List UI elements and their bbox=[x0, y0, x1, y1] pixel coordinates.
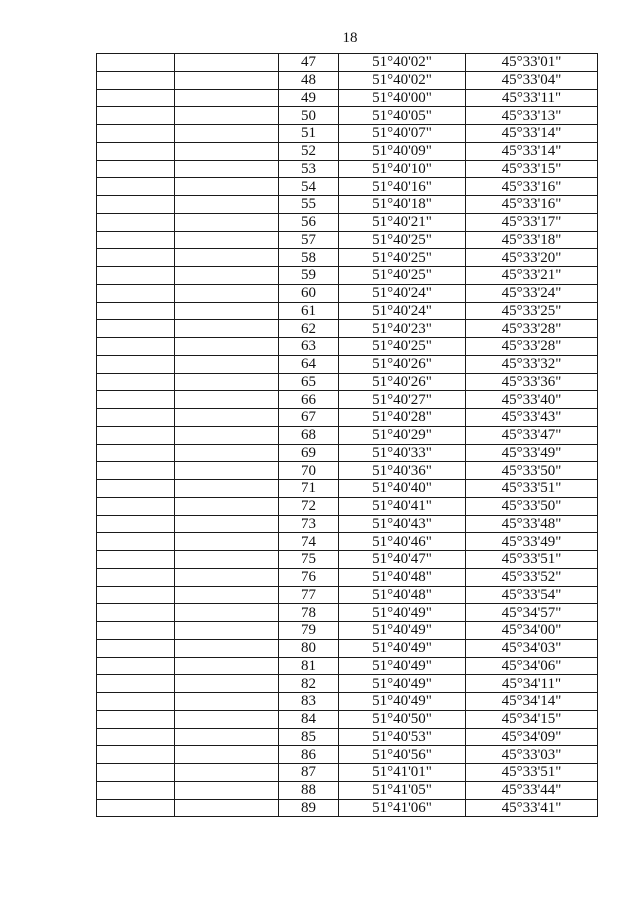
empty-cell bbox=[175, 533, 279, 551]
empty-cell bbox=[175, 231, 279, 249]
empty-cell bbox=[97, 728, 175, 746]
point-number-cell: 51 bbox=[279, 125, 339, 143]
latitude-cell: 51°40'25" bbox=[339, 267, 466, 285]
page-number: 18 bbox=[342, 30, 358, 46]
empty-cell bbox=[175, 284, 279, 302]
longitude-cell: 45°34'06" bbox=[466, 657, 598, 675]
latitude-cell: 51°40'25" bbox=[339, 249, 466, 267]
latitude-cell: 51°40'41" bbox=[339, 497, 466, 515]
empty-cell bbox=[97, 657, 175, 675]
longitude-cell: 45°34'03" bbox=[466, 639, 598, 657]
point-number-cell: 66 bbox=[279, 391, 339, 409]
point-number-cell: 82 bbox=[279, 675, 339, 693]
latitude-cell: 51°40'21" bbox=[339, 213, 466, 231]
table-row bbox=[97, 284, 598, 302]
latitude-cell: 51°40'00" bbox=[339, 89, 466, 107]
table-row bbox=[97, 604, 598, 622]
latitude-cell: 51°40'46" bbox=[339, 533, 466, 551]
empty-cell bbox=[97, 693, 175, 711]
empty-cell bbox=[97, 142, 175, 160]
table-row bbox=[97, 213, 598, 231]
latitude-cell: 51°40'29" bbox=[339, 426, 466, 444]
empty-cell bbox=[97, 213, 175, 231]
empty-cell bbox=[175, 107, 279, 125]
point-number-cell: 69 bbox=[279, 444, 339, 462]
point-number-cell: 62 bbox=[279, 320, 339, 338]
empty-cell bbox=[175, 799, 279, 817]
latitude-cell: 51°40'25" bbox=[339, 338, 466, 356]
empty-cell bbox=[175, 409, 279, 427]
point-number-cell: 89 bbox=[279, 799, 339, 817]
point-number-cell: 88 bbox=[279, 781, 339, 799]
table-row bbox=[97, 373, 598, 391]
empty-cell bbox=[175, 622, 279, 640]
empty-cell bbox=[175, 320, 279, 338]
empty-cell bbox=[97, 462, 175, 480]
empty-cell bbox=[97, 480, 175, 498]
longitude-cell: 45°34'14" bbox=[466, 693, 598, 711]
longitude-cell: 45°33'14" bbox=[466, 142, 598, 160]
longitude-cell: 45°34'15" bbox=[466, 710, 598, 728]
empty-cell bbox=[97, 781, 175, 799]
coordinates-table bbox=[96, 53, 598, 817]
table-row bbox=[97, 71, 598, 89]
empty-cell bbox=[175, 444, 279, 462]
empty-cell bbox=[175, 728, 279, 746]
table-row bbox=[97, 710, 598, 728]
point-number-cell: 70 bbox=[279, 462, 339, 480]
latitude-cell: 51°40'49" bbox=[339, 604, 466, 622]
point-number-cell: 87 bbox=[279, 764, 339, 782]
table-row bbox=[97, 125, 598, 143]
empty-cell bbox=[97, 231, 175, 249]
point-number-cell: 50 bbox=[279, 107, 339, 125]
point-number-cell: 63 bbox=[279, 338, 339, 356]
point-number-cell: 60 bbox=[279, 284, 339, 302]
empty-cell bbox=[97, 515, 175, 533]
point-number-cell: 79 bbox=[279, 622, 339, 640]
longitude-cell: 45°33'01" bbox=[466, 54, 598, 72]
table-row bbox=[97, 568, 598, 586]
empty-cell bbox=[175, 781, 279, 799]
point-number-cell: 75 bbox=[279, 551, 339, 569]
table-row bbox=[97, 391, 598, 409]
empty-cell bbox=[97, 799, 175, 817]
longitude-cell: 45°33'52" bbox=[466, 568, 598, 586]
latitude-cell: 51°40'48" bbox=[339, 586, 466, 604]
empty-cell bbox=[175, 426, 279, 444]
longitude-cell: 45°33'16" bbox=[466, 196, 598, 214]
empty-cell bbox=[175, 249, 279, 267]
table-row bbox=[97, 178, 598, 196]
empty-cell bbox=[97, 426, 175, 444]
empty-cell bbox=[175, 657, 279, 675]
empty-cell bbox=[97, 71, 175, 89]
longitude-cell: 45°33'49" bbox=[466, 444, 598, 462]
empty-cell bbox=[97, 355, 175, 373]
empty-cell bbox=[175, 568, 279, 586]
latitude-cell: 51°40'25" bbox=[339, 231, 466, 249]
point-number-cell: 85 bbox=[279, 728, 339, 746]
table-row bbox=[97, 196, 598, 214]
empty-cell bbox=[97, 444, 175, 462]
longitude-cell: 45°33'03" bbox=[466, 746, 598, 764]
empty-cell bbox=[175, 693, 279, 711]
table-row bbox=[97, 533, 598, 551]
table-row bbox=[97, 781, 598, 799]
point-number-cell: 59 bbox=[279, 267, 339, 285]
longitude-cell: 45°33'15" bbox=[466, 160, 598, 178]
latitude-cell: 51°40'02" bbox=[339, 71, 466, 89]
longitude-cell: 45°33'47" bbox=[466, 426, 598, 444]
latitude-cell: 51°41'06" bbox=[339, 799, 466, 817]
latitude-cell: 51°41'05" bbox=[339, 781, 466, 799]
point-number-cell: 86 bbox=[279, 746, 339, 764]
empty-cell bbox=[175, 373, 279, 391]
longitude-cell: 45°33'11" bbox=[466, 89, 598, 107]
empty-cell bbox=[97, 54, 175, 72]
point-number-cell: 73 bbox=[279, 515, 339, 533]
empty-cell bbox=[97, 604, 175, 622]
empty-cell bbox=[97, 249, 175, 267]
point-number-cell: 84 bbox=[279, 710, 339, 728]
point-number-cell: 74 bbox=[279, 533, 339, 551]
table-row bbox=[97, 639, 598, 657]
point-number-cell: 56 bbox=[279, 213, 339, 231]
longitude-cell: 45°33'18" bbox=[466, 231, 598, 249]
empty-cell bbox=[175, 142, 279, 160]
point-number-cell: 67 bbox=[279, 409, 339, 427]
empty-cell bbox=[97, 125, 175, 143]
longitude-cell: 45°33'41" bbox=[466, 799, 598, 817]
longitude-cell: 45°33'50" bbox=[466, 497, 598, 515]
longitude-cell: 45°33'49" bbox=[466, 533, 598, 551]
longitude-cell: 45°33'17" bbox=[466, 213, 598, 231]
table-row bbox=[97, 107, 598, 125]
point-number-cell: 55 bbox=[279, 196, 339, 214]
empty-cell bbox=[175, 639, 279, 657]
point-number-cell: 76 bbox=[279, 568, 339, 586]
table-row bbox=[97, 480, 598, 498]
table-row bbox=[97, 54, 598, 72]
point-number-cell: 65 bbox=[279, 373, 339, 391]
point-number-cell: 77 bbox=[279, 586, 339, 604]
empty-cell bbox=[97, 568, 175, 586]
point-number-cell: 81 bbox=[279, 657, 339, 675]
latitude-cell: 51°40'23" bbox=[339, 320, 466, 338]
empty-cell bbox=[97, 533, 175, 551]
table-row bbox=[97, 497, 598, 515]
empty-cell bbox=[175, 160, 279, 178]
latitude-cell: 51°40'40" bbox=[339, 480, 466, 498]
latitude-cell: 51°40'05" bbox=[339, 107, 466, 125]
empty-cell bbox=[97, 497, 175, 515]
table-row bbox=[97, 515, 598, 533]
empty-cell bbox=[175, 267, 279, 285]
point-number-cell: 72 bbox=[279, 497, 339, 515]
point-number-cell: 78 bbox=[279, 604, 339, 622]
point-number-cell: 68 bbox=[279, 426, 339, 444]
longitude-cell: 45°33'51" bbox=[466, 764, 598, 782]
longitude-cell: 45°34'11" bbox=[466, 675, 598, 693]
empty-cell bbox=[97, 586, 175, 604]
point-number-cell: 83 bbox=[279, 693, 339, 711]
latitude-cell: 51°40'47" bbox=[339, 551, 466, 569]
longitude-cell: 45°34'09" bbox=[466, 728, 598, 746]
latitude-cell: 51°40'16" bbox=[339, 178, 466, 196]
empty-cell bbox=[97, 622, 175, 640]
longitude-cell: 45°33'36" bbox=[466, 373, 598, 391]
empty-cell bbox=[97, 302, 175, 320]
latitude-cell: 51°40'10" bbox=[339, 160, 466, 178]
empty-cell bbox=[97, 89, 175, 107]
longitude-cell: 45°33'32" bbox=[466, 355, 598, 373]
empty-cell bbox=[97, 338, 175, 356]
longitude-cell: 45°33'44" bbox=[466, 781, 598, 799]
latitude-cell: 51°40'33" bbox=[339, 444, 466, 462]
empty-cell bbox=[97, 320, 175, 338]
point-number-cell: 53 bbox=[279, 160, 339, 178]
empty-cell bbox=[175, 355, 279, 373]
empty-cell bbox=[175, 675, 279, 693]
point-number-cell: 48 bbox=[279, 71, 339, 89]
table-row bbox=[97, 355, 598, 373]
latitude-cell: 51°40'02" bbox=[339, 54, 466, 72]
longitude-cell: 45°34'57" bbox=[466, 604, 598, 622]
table-row bbox=[97, 693, 598, 711]
table-row bbox=[97, 799, 598, 817]
table-row bbox=[97, 728, 598, 746]
latitude-cell: 51°40'43" bbox=[339, 515, 466, 533]
empty-cell bbox=[97, 764, 175, 782]
empty-cell bbox=[97, 178, 175, 196]
table-row bbox=[97, 622, 598, 640]
empty-cell bbox=[175, 604, 279, 622]
point-number-cell: 52 bbox=[279, 142, 339, 160]
table-row bbox=[97, 267, 598, 285]
coordinates-table-body bbox=[97, 54, 598, 817]
table-row bbox=[97, 551, 598, 569]
empty-cell bbox=[175, 54, 279, 72]
longitude-cell: 45°34'00" bbox=[466, 622, 598, 640]
table-row bbox=[97, 320, 598, 338]
latitude-cell: 51°40'53" bbox=[339, 728, 466, 746]
empty-cell bbox=[175, 302, 279, 320]
longitude-cell: 45°33'40" bbox=[466, 391, 598, 409]
latitude-cell: 51°40'49" bbox=[339, 693, 466, 711]
empty-cell bbox=[97, 284, 175, 302]
empty-cell bbox=[97, 391, 175, 409]
empty-cell bbox=[97, 409, 175, 427]
empty-cell bbox=[97, 639, 175, 657]
table-row bbox=[97, 586, 598, 604]
latitude-cell: 51°40'49" bbox=[339, 639, 466, 657]
latitude-cell: 51°40'07" bbox=[339, 125, 466, 143]
latitude-cell: 51°40'27" bbox=[339, 391, 466, 409]
point-number-cell: 71 bbox=[279, 480, 339, 498]
latitude-cell: 51°40'49" bbox=[339, 622, 466, 640]
empty-cell bbox=[175, 480, 279, 498]
latitude-cell: 51°40'09" bbox=[339, 142, 466, 160]
longitude-cell: 45°33'43" bbox=[466, 409, 598, 427]
empty-cell bbox=[97, 107, 175, 125]
table-row bbox=[97, 657, 598, 675]
longitude-cell: 45°33'20" bbox=[466, 249, 598, 267]
longitude-cell: 45°33'14" bbox=[466, 125, 598, 143]
longitude-cell: 45°33'04" bbox=[466, 71, 598, 89]
latitude-cell: 51°40'56" bbox=[339, 746, 466, 764]
empty-cell bbox=[97, 746, 175, 764]
empty-cell bbox=[175, 462, 279, 480]
point-number-cell: 57 bbox=[279, 231, 339, 249]
longitude-cell: 45°33'54" bbox=[466, 586, 598, 604]
table-row bbox=[97, 338, 598, 356]
empty-cell bbox=[97, 160, 175, 178]
table-row bbox=[97, 160, 598, 178]
table-row bbox=[97, 764, 598, 782]
empty-cell bbox=[175, 196, 279, 214]
latitude-cell: 51°40'48" bbox=[339, 568, 466, 586]
point-number-cell: 64 bbox=[279, 355, 339, 373]
empty-cell bbox=[175, 586, 279, 604]
empty-cell bbox=[97, 267, 175, 285]
point-number-cell: 61 bbox=[279, 302, 339, 320]
table-row bbox=[97, 89, 598, 107]
table-row bbox=[97, 746, 598, 764]
empty-cell bbox=[97, 675, 175, 693]
table-row bbox=[97, 249, 598, 267]
point-number-cell: 49 bbox=[279, 89, 339, 107]
empty-cell bbox=[175, 764, 279, 782]
empty-cell bbox=[175, 71, 279, 89]
empty-cell bbox=[175, 338, 279, 356]
latitude-cell: 51°40'49" bbox=[339, 657, 466, 675]
latitude-cell: 51°40'26" bbox=[339, 373, 466, 391]
empty-cell bbox=[175, 515, 279, 533]
empty-cell bbox=[97, 196, 175, 214]
longitude-cell: 45°33'51" bbox=[466, 551, 598, 569]
empty-cell bbox=[175, 746, 279, 764]
point-number-cell: 54 bbox=[279, 178, 339, 196]
longitude-cell: 45°33'16" bbox=[466, 178, 598, 196]
longitude-cell: 45°33'13" bbox=[466, 107, 598, 125]
empty-cell bbox=[97, 551, 175, 569]
table-row bbox=[97, 142, 598, 160]
point-number-cell: 58 bbox=[279, 249, 339, 267]
latitude-cell: 51°40'18" bbox=[339, 196, 466, 214]
table-row bbox=[97, 302, 598, 320]
longitude-cell: 45°33'24" bbox=[466, 284, 598, 302]
latitude-cell: 51°40'24" bbox=[339, 284, 466, 302]
latitude-cell: 51°40'26" bbox=[339, 355, 466, 373]
longitude-cell: 45°33'50" bbox=[466, 462, 598, 480]
empty-cell bbox=[175, 391, 279, 409]
empty-cell bbox=[175, 178, 279, 196]
point-number-cell: 47 bbox=[279, 54, 339, 72]
empty-cell bbox=[97, 710, 175, 728]
empty-cell bbox=[175, 710, 279, 728]
empty-cell bbox=[97, 373, 175, 391]
table-row bbox=[97, 409, 598, 427]
longitude-cell: 45°33'21" bbox=[466, 267, 598, 285]
table-row bbox=[97, 462, 598, 480]
longitude-cell: 45°33'51" bbox=[466, 480, 598, 498]
latitude-cell: 51°40'24" bbox=[339, 302, 466, 320]
latitude-cell: 51°40'36" bbox=[339, 462, 466, 480]
empty-cell bbox=[175, 213, 279, 231]
empty-cell bbox=[175, 497, 279, 515]
latitude-cell: 51°40'49" bbox=[339, 675, 466, 693]
empty-cell bbox=[175, 551, 279, 569]
table-row bbox=[97, 426, 598, 444]
latitude-cell: 51°40'50" bbox=[339, 710, 466, 728]
table-row bbox=[97, 675, 598, 693]
table-row bbox=[97, 231, 598, 249]
table-row bbox=[97, 444, 598, 462]
longitude-cell: 45°33'25" bbox=[466, 302, 598, 320]
empty-cell bbox=[175, 125, 279, 143]
longitude-cell: 45°33'28" bbox=[466, 338, 598, 356]
longitude-cell: 45°33'48" bbox=[466, 515, 598, 533]
latitude-cell: 51°40'28" bbox=[339, 409, 466, 427]
point-number-cell: 80 bbox=[279, 639, 339, 657]
empty-cell bbox=[175, 89, 279, 107]
latitude-cell: 51°41'01" bbox=[339, 764, 466, 782]
longitude-cell: 45°33'28" bbox=[466, 320, 598, 338]
